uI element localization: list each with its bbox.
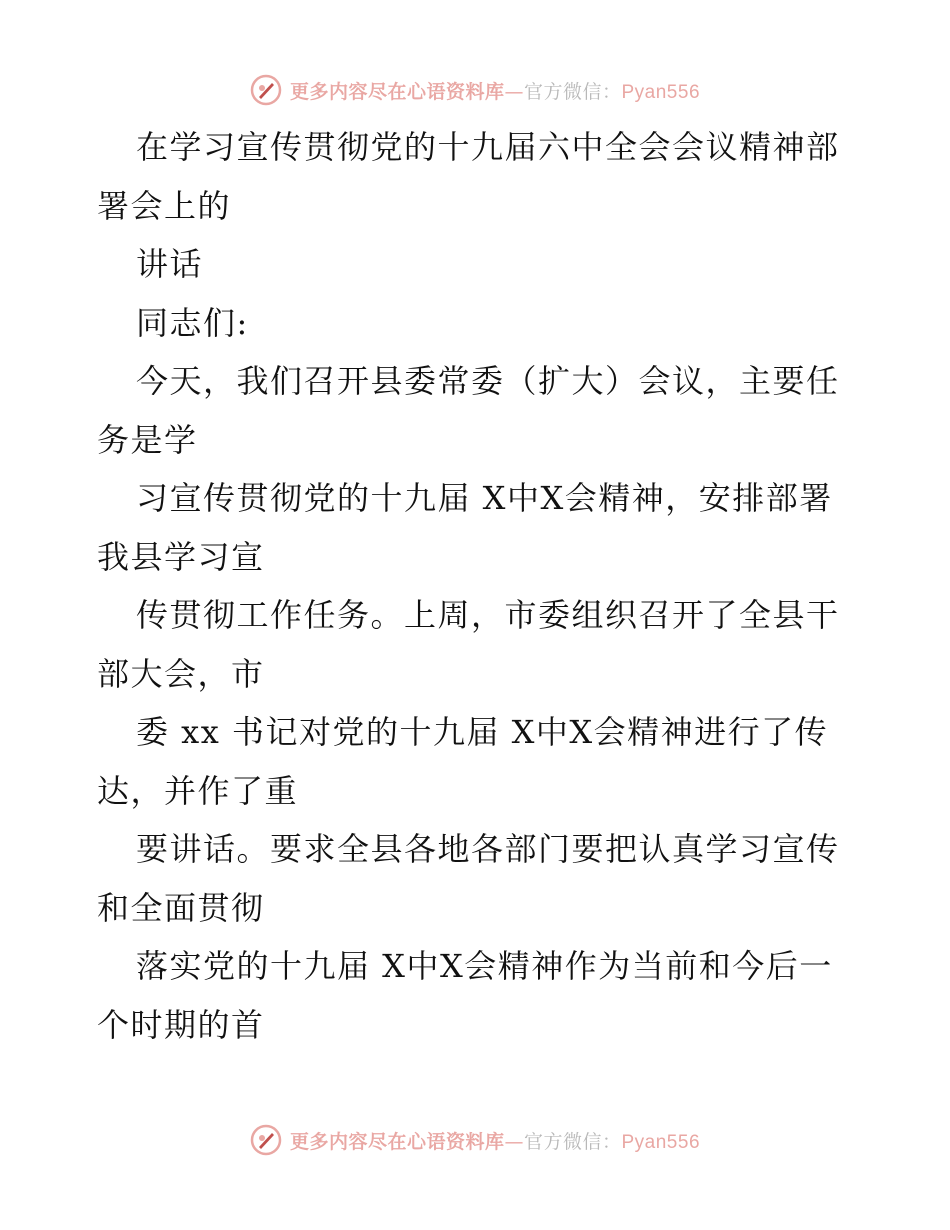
text-line: 传贯彻工作任务。上周，市委组织召开了全县干	[136, 596, 840, 634]
text-line: 个时期的首	[97, 1005, 265, 1044]
document-body	[97, 118, 857, 1054]
quill-logo-icon	[250, 74, 282, 106]
header-watermark	[0, 70, 950, 110]
text-line: 习宣传贯彻党的十九届 X中X会精神，安排部署	[136, 479, 833, 517]
text-line: 达，并作了重	[97, 771, 299, 810]
text-line: 落实党的十九届 X中X会精神作为当前和今后一	[136, 947, 833, 985]
text-line: 今天，我们召开县委常委（扩大）会议，主要任	[136, 362, 840, 400]
watermark-main-text: 更多内容尽在心语资料库	[289, 80, 505, 103]
text-line: 委 xx 书记对党的十九届 X中X会精神进行了传	[136, 713, 829, 751]
watermark-id: Pyan556	[621, 1131, 701, 1153]
watermark-id: Pyan556	[621, 81, 701, 103]
text-line: 署会上的	[97, 186, 232, 225]
text-line: 要讲话。要求全县各地各部门要把认真学习宣传	[136, 830, 840, 868]
text-line: 部大会，市	[97, 654, 265, 693]
text-line: 同志们:	[136, 303, 249, 342]
text-line: 和全面贯彻	[97, 888, 265, 927]
text-line: 在学习宣传贯彻党的十九届六中全会会议精神部	[136, 128, 840, 166]
watermark-dash: —	[504, 1130, 524, 1153]
text-line: 讲话	[136, 245, 204, 283]
watermark-main-text: 更多内容尽在心语资料库	[289, 1130, 505, 1153]
watermark-dash: —	[504, 80, 524, 103]
quill-logo-icon	[250, 1124, 282, 1156]
text-line: 我县学习宣	[97, 537, 265, 576]
watermark-label: 官方微信：	[523, 1130, 622, 1153]
text-line: 务是学	[97, 420, 198, 459]
watermark-label: 官方微信：	[523, 80, 622, 103]
footer-watermark	[0, 1120, 950, 1160]
